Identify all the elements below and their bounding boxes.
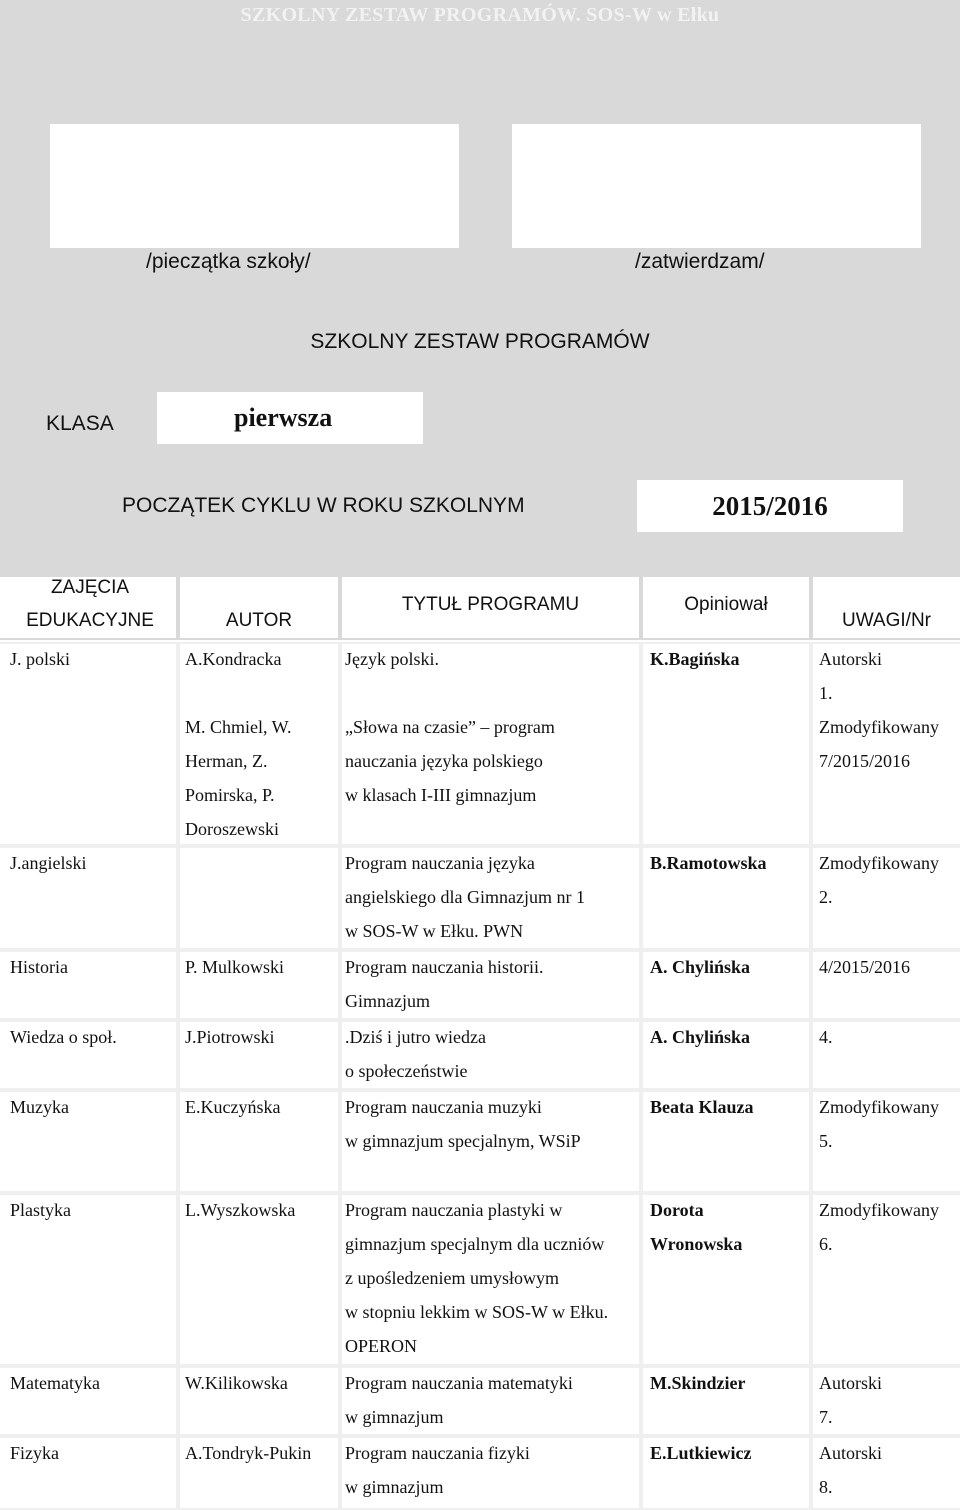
cell-title-text: w gimnazjum specjalnym, WSiP <box>345 1131 581 1151</box>
cell-subject-text: Historia <box>10 957 68 977</box>
cell-subject-text: Muzyka <box>10 1097 69 1117</box>
cell-author-text: E.Kuczyńska <box>185 1097 281 1117</box>
watermark-title: SZKOLNY ZESTAW PROGRAMÓW. SOS-W w Ełku <box>240 4 720 26</box>
cell-author-text: Herman, Z. <box>185 751 268 771</box>
cell-subject-text: Wiedza o społ. <box>10 1027 117 1047</box>
cell-author-background <box>180 848 338 948</box>
page-title: SZKOLNY ZESTAW PROGRAMÓW <box>310 330 650 353</box>
cell-notes-text: 7. <box>819 1407 833 1427</box>
cell-title-text: w gimnazjum <box>345 1477 444 1497</box>
cell-reviewer-text: E.Lutkiewicz <box>650 1443 752 1463</box>
cell-reviewer-text: A. Chylińska <box>650 957 751 977</box>
cell-reviewer-text: Dorota <box>650 1200 704 1220</box>
cell-subject-text: Fizyka <box>10 1443 59 1463</box>
column-header-reviewer: Opiniował <box>684 594 768 615</box>
cell-author-text: P. Mulkowski <box>185 957 285 977</box>
cell-notes-text: 7/2015/2016 <box>819 751 911 771</box>
cell-notes-text: Autorski <box>819 1443 882 1463</box>
cell-notes-background <box>813 1022 960 1088</box>
cell-author-text: Pomirska, P. <box>185 785 275 805</box>
cell-title-text: w stopniu lekkim w SOS-W w Ełku. <box>345 1302 609 1322</box>
school-stamp-box <box>50 124 459 248</box>
cell-notes-text: 8. <box>819 1477 833 1497</box>
cell-reviewer-text: K.Bagińska <box>650 649 740 669</box>
cell-notes-text: Zmodyfikowany <box>819 1200 939 1220</box>
cell-notes-text: Zmodyfikowany <box>819 1097 939 1117</box>
cell-notes-text: 4. <box>819 1027 833 1047</box>
cell-title-text: Gimnazjum <box>345 991 430 1011</box>
cell-title-text: Program nauczania muzyki <box>345 1097 542 1117</box>
cell-author-text: A.Kondracka <box>185 649 282 669</box>
class-label: KLASA <box>46 412 114 435</box>
cycle-start-label: POCZĄTEK CYKLU W ROKU SZKOLNYM <box>122 494 525 517</box>
cell-title-text: Program nauczania fizyki <box>345 1443 530 1463</box>
cell-title-text: w klasach I-III gimnazjum <box>345 785 537 805</box>
cell-notes-text: 4/2015/2016 <box>819 957 911 977</box>
cell-notes-text: 1. <box>819 683 833 703</box>
cycle-start-value: 2015/2016 <box>637 480 903 532</box>
cell-notes-text: 5. <box>819 1131 833 1151</box>
column-header-title: TYTUŁ PROGRAMU <box>401 594 580 615</box>
cell-notes-text: Zmodyfikowany <box>819 717 939 737</box>
cell-subject-text: J.angielski <box>10 853 87 873</box>
column-header-subject-line1: ZAJĘCIA <box>50 577 130 598</box>
cell-title-text: Program nauczania języka <box>345 853 535 873</box>
cell-subject-text: Matematyka <box>10 1373 100 1393</box>
class-value: pierwsza <box>157 392 423 444</box>
cell-title-text: Program nauczania historii. <box>345 957 544 977</box>
column-header-subject-line2: EDUKACYJNE <box>26 610 154 631</box>
cell-reviewer-text: B.Ramotowska <box>650 853 767 873</box>
cell-author-text: M. Chmiel, W. <box>185 717 292 737</box>
cell-notes-text: Zmodyfikowany <box>819 853 939 873</box>
cell-notes-text: 2. <box>819 887 833 907</box>
cell-notes-text: 6. <box>819 1234 833 1254</box>
column-header-notes: UWAGI/Nr <box>841 610 931 631</box>
cell-reviewer-text: Beata Klauza <box>650 1097 754 1117</box>
school-stamp-label: /pieczątka szkoły/ <box>146 250 311 273</box>
cell-reviewer-text: A. Chylińska <box>650 1027 751 1047</box>
cell-subject-text: Plastyka <box>10 1200 71 1220</box>
cell-reviewer-text: M.Skindzier <box>650 1373 746 1393</box>
cell-author-text: J.Piotrowski <box>185 1027 275 1047</box>
cell-author-text: A.Tondryk-Pukin <box>185 1443 312 1463</box>
cell-title-text: OPERON <box>345 1336 418 1356</box>
cell-notes-text: Autorski <box>819 1373 882 1393</box>
column-header-author: AUTOR <box>225 610 293 631</box>
cell-subject-text: J. polski <box>10 649 71 669</box>
approval-stamp-box <box>512 124 921 248</box>
cell-title-text: angielskiego dla Gimnazjum nr 1 <box>345 887 585 907</box>
cell-title-text: z upośledzeniem umysłowym <box>345 1268 559 1288</box>
cell-author-text: W.Kilikowska <box>185 1373 288 1393</box>
cell-author-text: Doroszewski <box>185 819 279 839</box>
cell-notes-text: Autorski <box>819 649 882 669</box>
cell-title-text: „Słowa na czasie” – program <box>345 717 555 737</box>
cell-title-text: nauczania języka polskiego <box>345 751 543 771</box>
cell-title-text: .Dziś i jutro wiedza <box>345 1027 486 1047</box>
approval-stamp-label: /zatwierdzam/ <box>635 250 765 273</box>
cell-reviewer-text: Wronowska <box>650 1234 743 1254</box>
cell-title-text: Program nauczania plastyki w <box>345 1200 563 1220</box>
cell-title-text: Język polski. <box>345 649 439 669</box>
cell-author-text: L.Wyszkowska <box>185 1200 296 1220</box>
cell-title-text: o społeczeństwie <box>345 1061 468 1081</box>
cell-title-text: w gimnazjum <box>345 1407 444 1427</box>
cell-title-text: Program nauczania matematyki <box>345 1373 573 1393</box>
cell-title-text: w SOS-W w Ełku. PWN <box>345 921 524 941</box>
cell-title-text: gimnazjum specjalnym dla uczniów <box>345 1234 605 1254</box>
